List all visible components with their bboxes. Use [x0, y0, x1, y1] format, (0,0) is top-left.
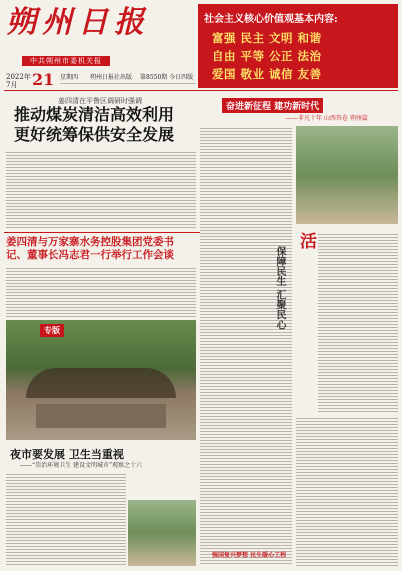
second-body-text [6, 266, 196, 318]
core-values-line: 爱国 敬业 诚信 友善 [212, 67, 322, 81]
banner-subtitle: ——非凡十年 山西答卷 朔州篇 [286, 115, 368, 122]
masthead [6, 4, 196, 48]
bottom-heading: 强国复兴梦想 民生暖心工程 [212, 552, 287, 559]
night-market-photo [6, 320, 196, 440]
date-day: 21 [32, 70, 55, 89]
lead-kicker: 姜四清在平鲁区调研时强调 [58, 97, 142, 105]
photo-badge: 专版 [40, 324, 64, 337]
date-weekday: 星期四 [60, 74, 79, 81]
date-publisher: 朔州日报社出版 [90, 74, 133, 81]
masthead-title: 朔州日报 [6, 5, 150, 40]
secondary-photo [128, 500, 196, 566]
core-values-line: 富强 民主 文明 和谐 [212, 31, 322, 45]
lead-headline-1: 推动煤炭清洁高效利用 [14, 105, 175, 124]
right-column-text [318, 232, 398, 412]
date-year: 2022年 [6, 73, 31, 81]
photo-story-subtitle: ——“崇治环境卫生 建设文明城市”观察之十六 [20, 462, 143, 469]
core-values-box [198, 4, 398, 88]
date-month: 7月 [6, 81, 18, 89]
feature-headline: 活 [296, 232, 316, 249]
masthead-rule [4, 90, 398, 91]
date-issue: 第8550期 今日四版 [140, 74, 194, 81]
feature-subhead: 保障民生 汇聚民心 [274, 246, 285, 330]
feature-photo [296, 126, 398, 224]
dateline-fineprint [60, 81, 196, 85]
section-rule [4, 232, 200, 233]
core-values-line: 自由 平等 公正 法治 [212, 49, 322, 63]
banner-title: 奋进新征程 建功新时代 [222, 98, 323, 113]
right-lower-text [296, 416, 398, 566]
photo-story-text [6, 472, 126, 566]
second-headline: 姜四清与万家寨水务控股集团党委书记、董事长冯志君一行举行工作会谈 [6, 236, 174, 261]
lead-headline-2: 更好统筹保供安全发展 [14, 125, 175, 144]
feature-banner [200, 96, 396, 124]
table-shape [36, 404, 166, 428]
photo-story-title: 夜市要发展 卫生当重视 [10, 448, 124, 461]
archway-shape [26, 368, 176, 398]
lead-body-text [6, 150, 196, 230]
core-values-title: 社会主义核心价值观基本内容: [204, 14, 338, 25]
dateline [6, 70, 196, 88]
masthead-subtitle: 中共朔州市委机关报 [22, 56, 110, 66]
